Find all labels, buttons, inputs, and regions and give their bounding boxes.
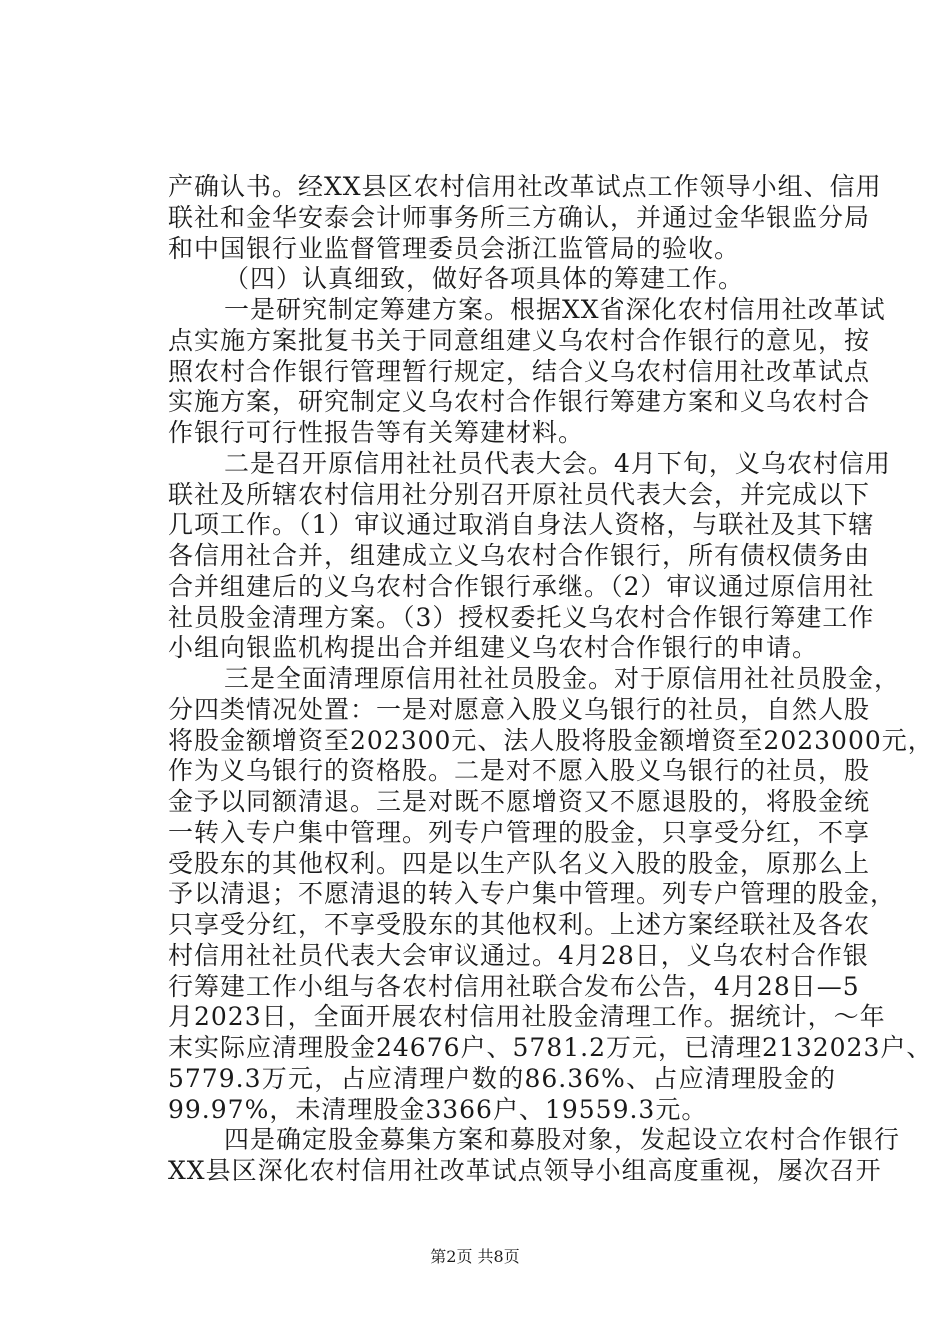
text-line: 小组向银监机构提出合并组建义乌农村合作银行的申请。 <box>168 633 819 663</box>
text-line: 一是研究制定筹建方案。根据XX省深化农村信用社改革试 <box>224 295 886 324</box>
text-line: 分四类情况处置：一是对愿意入股义乌银行的社员，自然人股 <box>168 694 871 724</box>
text-line: 金予以同额清退。三是对既不愿增资又不愿退股的，将股金统 <box>168 787 871 816</box>
text-line: 四是确定股金募集方案和募股对象，发起设立农村合作银行 <box>224 1125 901 1155</box>
text-line: 作银行可行性报告等有关筹建材料。 <box>168 418 585 447</box>
text-line: 联社及所辖农村信用社分别召开原社员代表大会，并完成以下 <box>168 479 871 509</box>
text-line: 只享受分红，不享受股东的其他权利。上述方案经联社及各农 <box>168 910 871 939</box>
text-line: 和中国银行业监督管理委员会浙江监管局的验收。 <box>168 233 741 263</box>
text-line: 社员股金清理方案。（3）授权委托义乌农村合作银行筹建工作 <box>168 602 875 632</box>
text-line: 村信用社社员代表大会审议通过。4月28日，义乌农村合作银 <box>168 940 869 970</box>
page-number: 第2页 共8页 <box>430 1247 520 1266</box>
text-line: 联社和金华安泰会计师事务所三方确认，并通过金华银监分局 <box>168 202 871 232</box>
text-line: 几项工作。（1）审议通过取消自身法人资格，与联社及其下辖 <box>168 510 875 540</box>
text-line: 照农村合作银行管理暂行规定，结合义乌农村信用社改革试点 <box>168 356 871 386</box>
text-line: 5779.3万元，占应清理户数的86.36%、占应清理股金的 <box>168 1063 836 1093</box>
text-line: 予以清退；不愿清退的转入专户集中管理。列专户管理的股金， <box>168 879 897 909</box>
text-line: 作为义乌银行的资格股。二是对不愿入股义乌银行的社员，股 <box>168 756 871 786</box>
text-line: 实施方案，研究制定义乌农村合作银行筹建方案和义乌农村合 <box>168 387 871 417</box>
text-line: 将股金额增资至202300元、法人股将股金额增资至2023000元， <box>168 725 934 755</box>
text-line: 行筹建工作小组与各农村信用社联合发布公告，4月28日—5 <box>168 971 860 1001</box>
text-line: 受股东的其他权利。四是以生产队名义入股的股金，原那么上 <box>168 848 871 878</box>
text-line: 末实际应清理股金24676户、5781.2万元，已清理2132023户、 <box>168 1033 933 1062</box>
text-line: 一转入专户集中管理。列专户管理的股金，只享受分红，不享 <box>168 817 871 847</box>
text-line: 点实施方案批复书关于同意组建义乌农村合作银行的意见，按 <box>168 325 871 355</box>
text-line: 产确认书。经XX县区农村信用社改革试点工作领导小组、信用 <box>168 172 882 201</box>
text-line: 月2023日，全面开展农村信用社股金清理工作。据统计，～年 <box>168 1002 886 1032</box>
document-body <box>168 172 934 1187</box>
text-line: XX县区深化农村信用社改革试点领导小组高度重视，屡次召开 <box>168 1156 882 1185</box>
text-line: 99.97%，未清理股金3366户、19559.3元。 <box>168 1094 708 1124</box>
text-line: 二是召开原信用社社员代表大会。4月下旬，义乌农村信用 <box>224 448 891 478</box>
text-line: 各信用社合并，组建成立义乌农村合作银行，所有债权债务由 <box>168 541 871 570</box>
text-line: （四）认真细致，做好各项具体的筹建工作。 <box>224 264 745 294</box>
text-line: 合并组建后的义乌农村合作银行承继。（2）审议通过原信用社 <box>168 571 875 601</box>
text-line: 三是全面清理原信用社社员股金。对于原信用社社员股金， <box>224 664 901 693</box>
